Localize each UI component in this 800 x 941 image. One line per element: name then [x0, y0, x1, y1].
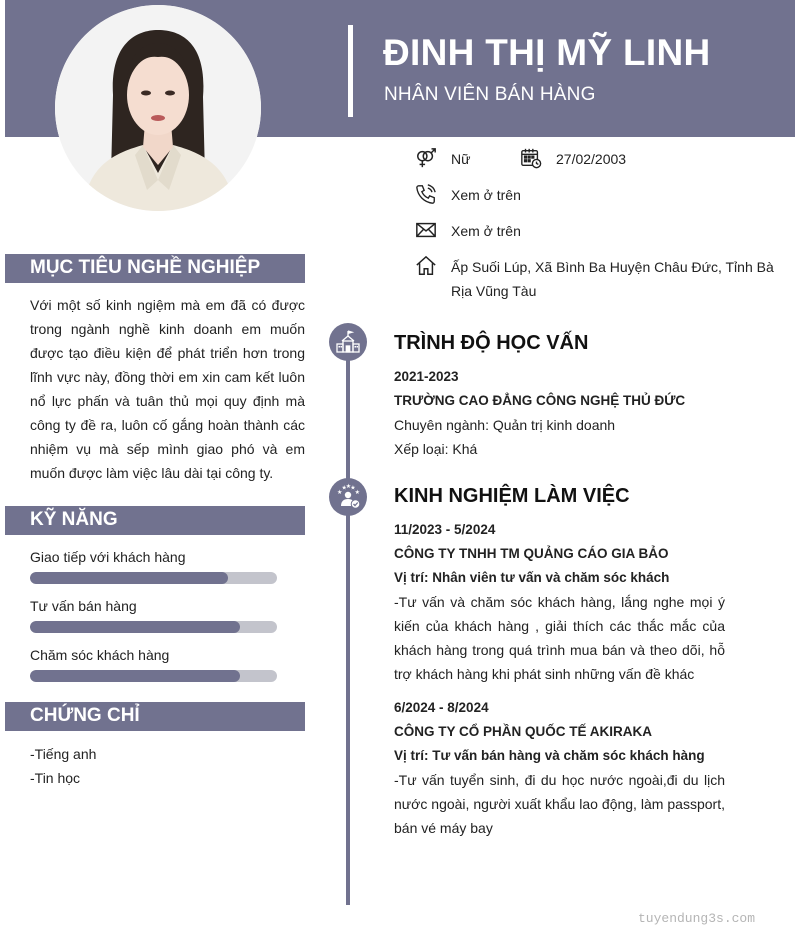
section-title-education: TRÌNH ĐỘ HỌC VẤN: [394, 332, 589, 354]
job-position: Vị trí: Tư vấn bán hàng và chăm sóc khách hàng: [394, 748, 705, 763]
certificate-item: -Tiếng anh: [30, 746, 97, 762]
phone-icon: [415, 183, 437, 205]
section-title: KỸ NĂNG: [30, 509, 118, 530]
job-company: CÔNG TY CỔ PHẦN QUỐC TẾ AKIRAKA: [394, 724, 653, 739]
home-icon: [415, 255, 437, 277]
section-title-experience: KINH NGHIỆM LÀM VIỆC: [394, 485, 630, 507]
contact-address: [415, 255, 781, 303]
section-title: MỤC TIÊU NGHỀ NGHIỆP: [30, 257, 261, 278]
education-period: 2021-2023: [394, 369, 459, 384]
skill-bar-fill: [30, 572, 228, 584]
profile-photo: [55, 5, 261, 211]
skill-bar-fill: [30, 621, 240, 633]
address-line-1: Ấp Suối Lúp, Xã Bình Ba Huyện Châu Đức, Tỉnh Bà: [451, 259, 774, 275]
skill-label: Chăm sóc khách hàng: [30, 647, 170, 663]
skill-bar: [30, 670, 277, 682]
svg-text:★: ★: [337, 489, 343, 496]
svg-text:★: ★: [345, 483, 352, 490]
watermark: tuyendung3s.com: [638, 911, 756, 926]
job-description: -Tư vấn tuyển sinh, đi du học nước ngoài,đi du lịch nước ngoài, người xuất khẩu lao động, làm passport, bán vé máy bay: [394, 772, 725, 836]
svg-text:★: ★: [354, 489, 360, 496]
calendar-icon: [520, 147, 542, 169]
skill-label: Giao tiếp với khách hàng: [30, 549, 186, 565]
candidate-name: ĐINH THỊ MỸ LINH: [383, 32, 711, 73]
certificate-item: -Tin học: [30, 770, 81, 786]
contact-email: [415, 219, 521, 243]
job-period: 6/2024 - 8/2024: [394, 700, 489, 715]
skill-bar-fill: [30, 670, 240, 682]
timeline-line: [346, 340, 350, 905]
contact-birthday: [520, 147, 626, 171]
skill-label: Tư vấn bán hàng: [30, 598, 137, 614]
gender-value: Nữ: [451, 151, 471, 167]
education-major: Chuyên ngành: Quản trị kinh doanh: [394, 417, 616, 433]
school-icon: [329, 323, 367, 361]
birthday-value: 27/02/2003: [556, 151, 627, 167]
job-title: NHÂN VIÊN BÁN HÀNG: [384, 84, 596, 105]
customer-rating-icon: [329, 478, 367, 516]
contact-gender: [415, 147, 470, 171]
skill-bar: [30, 621, 277, 633]
address-value: [451, 255, 781, 303]
svg-text:★: ★: [350, 484, 356, 492]
education-grade: Xếp loại: Khá: [394, 441, 478, 457]
job-period: 11/2023 - 5/2024: [394, 522, 496, 537]
mail-icon: [415, 219, 437, 241]
section-header-objective: [5, 254, 305, 283]
education-school: TRƯỜNG CAO ĐẲNG CÔNG NGHỆ THỦ ĐỨC: [394, 393, 686, 408]
phone-value: Xem ở trên: [451, 187, 521, 203]
contact-phone: [415, 183, 521, 207]
job-position: Vị trí: Nhân viên tư vấn và chăm sóc khách: [394, 570, 670, 585]
avatar: [55, 5, 261, 211]
title-accent-bar: [348, 25, 353, 117]
section-title: CHỨNG CHỈ: [30, 705, 140, 726]
gender-icon: [415, 147, 437, 169]
address-line-2: Rịa Vũng Tàu: [451, 283, 537, 299]
job-company: CÔNG TY TNHH TM QUẢNG CÁO GIA BẢO: [394, 546, 669, 561]
skill-bar: [30, 572, 277, 584]
section-header-certificates: [5, 702, 305, 731]
job-description: -Tư vấn và chăm sóc khách hàng, lắng nghe mọi ý kiến của khách hàng , giải thích các thắc mắc của khách hàng trong quá trình mua bán và theo dõi, hỗ trợ khách hàng khi phát sinh những vấn đề khác: [394, 594, 725, 682]
email-value: Xem ở trên: [451, 223, 521, 239]
objective-text: Với một số kinh ngiệm mà em đã có được trong ngành nghề kinh doanh em muốn được tạo điều kiện để phát triển hơn trong lĩnh vực này, đồng thời em xin cam kết luôn nổ lực phấn và tuân thủ mọi quy định mà công ty đề ra, luôn cố gắng hoàn thành các nhiệm vụ mà sếp mình giao phó và em muốn được làm việc lâu dài tại công ty.: [30, 297, 305, 481]
section-header-skills: [5, 506, 305, 535]
svg-text:★: ★: [341, 484, 347, 492]
